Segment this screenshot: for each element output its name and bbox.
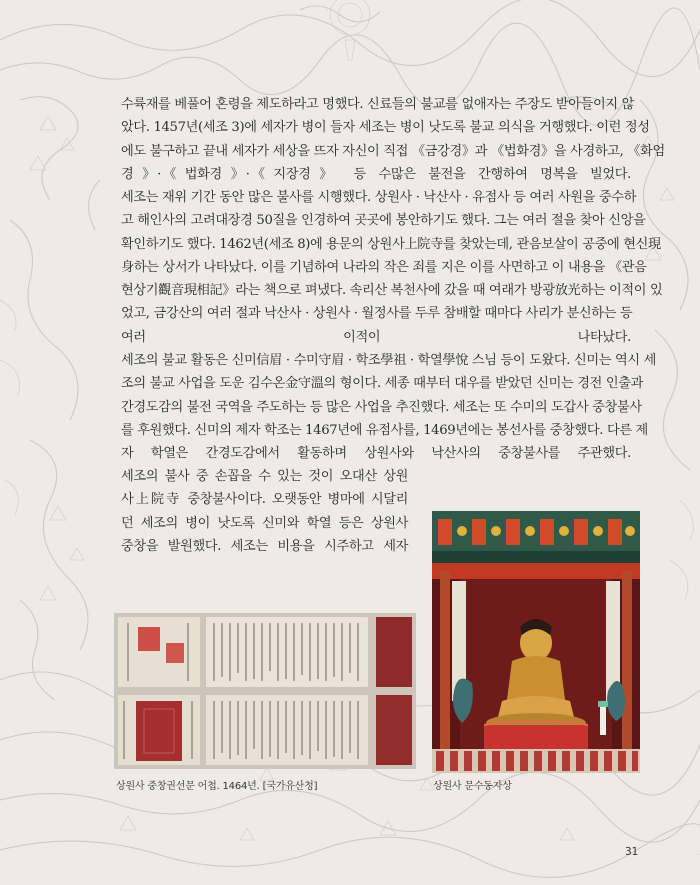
page-number: 31 bbox=[625, 846, 639, 858]
body-paragraph-1: 수륙재를 베풀어 혼령을 제도하라고 명했다. 신료들의 불교를 없애자는 주장도 받아들이지 않 았다. 1457년(세조 3)에 세자가 병이 들자 세조는 병이 낫도록 불교 의식을 거행했다. 이런 정성 에도 불구하고 끝내 세자가 세상을 뜨자 자신이 직접 《금강경》과 《법화경》을 사경하고, 《화엄 경》·《법화경》·《지장경》 등 수많은 불전을 간행하여 명복을 빌었다. bbox=[121, 97, 665, 182]
photo-caption-left: 상원사 중창권선문 어첩. 1464년. [국가유산청] bbox=[116, 781, 318, 792]
photo-caption-right: 상원사 문수동자상 bbox=[433, 781, 512, 792]
munsu-dongja-statue-photo bbox=[432, 511, 640, 773]
body-paragraph-2: 세조는 재위 기간 동안 많은 불사를 시행했다. 상원사 · 낙산사 · 유점사 등 여러 사원을 중수하 고 해인사의 고려대장경 50질을 인경하여 곳곳에 봉안하기도 했다. 그는 여러 절을 찾아 신앙을 확인하기도 했다. 1462년(세조 8)에 용문의 상원사上院寺를 찾았는데, 관음보살이 공중에 현신現 身하는 상서가 나타났다. 이를 기념하여 나라의 작은 죄를 지은 이를 사면하고 이 내용을 《관음 현상기觀音現相記》라는 책으로 펴냈다. 속리산 복천사에 갔을 때 여래가 방광放光하는 이적이 있 었고, 금강산의 여러 절과 낙산사 · 상원사 · 월정사를 두루 참배할 때마다 사리가 분신하는 등 여러 이적이 나타났다. bbox=[121, 190, 663, 345]
body-paragraph-3: 세조의 불교 활동은 신미信眉 · 수미守眉 · 학조學祖 · 학열學悅 스님 등이 도왔다. 신미는 역시 세 조의 불교 사업을 도운 김수온金守溫의 형이다. 세종 때부터 대우를 받았던 신미는 경전 인출과 간경도감의 불전 국역을 주도하는 등 많은 사업을 추진했다. 세조는 또 수미의 도갑사 중창불사 를 후원했다. 신미의 제자 학조는 1467년에 유점사를, 1469년에는 봉선사를 중창했다. 다른 제 자 학열은 간경도감에서 활동하며 상원사와 낙산사의 중창불사를 주관했다. bbox=[121, 353, 656, 462]
body-paragraph-4: 세조의 불사 중 손꼽을 수 있는 것이 오대산 상원 사上院寺 중창불사이다. 오랫동안 병마에 시달리 던 세조의 병이 낫도록 신미와 학열 등은 상원사 중창을 발원했다. 세조는 비용을 시주하고 세자 bbox=[121, 469, 408, 554]
scroll-document-photo bbox=[114, 613, 416, 769]
